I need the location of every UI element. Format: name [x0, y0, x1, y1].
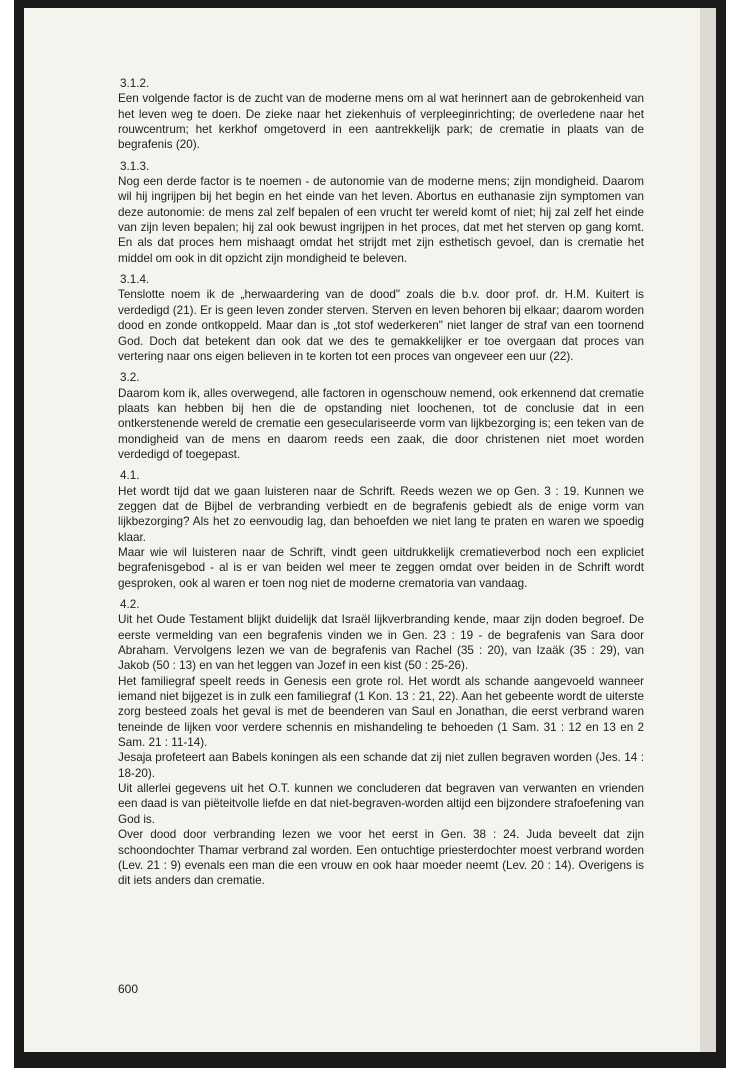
section-heading: 4.2.	[120, 598, 140, 611]
page-edge	[700, 8, 716, 1052]
section-heading: 3.2.	[120, 371, 140, 385]
section-3-1-4	[118, 272, 644, 364]
section-heading: 3.1.3.	[120, 159, 150, 173]
section-heading: 3.1.4.	[120, 273, 150, 287]
body-text	[118, 76, 644, 889]
paragraph: Over dood door verbranding lezen we voor het eerst in Gen. 38 : 24. Juda beveelt dat zijn schoondochter Thamar verbrand zal worden. Een ontuchtige priesterdochter moest verbrand worden (Lev. 21 : 9) evenals een man die een vrouw en ook haar moeder neemt (Lev. 20 : 14). Overigens is dit iets anders dan crematie.	[118, 828, 644, 888]
paragraph: Uit het Oude Testament blijkt duidelijk dat Israël lijkverbranding kende, maar zijn doden begroef. De eerste vermelding van een begrafenis vinden we in Gen. 23 : 19 - de begrafenis van Sara door Abraham. Vervolgens lezen we van de begrafenis van Rachel (35 : 20), van Izaäk (35 : 29), van Jakob (50 : 13) en van het leggen van Jozef in een kist (50 : 25-26).	[118, 613, 644, 673]
paragraph: Daarom kom ik, alles overwegend, alle factoren in ogenschouw nemend, ook erkennend dat crematie plaats kan hebben bij hen die de opstanding niet loochenen, tot de conclusie dat in een ontkerstenende wereld de crematie een geseculariseerde vorm van lijkbezorging is; een teken van de mondigheid van de mens en daarom reeds een zaak, die door christenen niet moet worden verdedigd of toegepast.	[118, 386, 644, 461]
paragraph: Het familiegraf speelt reeds in Genesis een grote rol. Het wordt als schande aangevoeld wanneer iemand niet bijgezet is in zulk een familiegraf (1 Kon. 13 : 21, 22). Aan het gebeente wordt de uiterste zorg besteed zoals het geval is met de beenderen van Saul en Jonathan, die eerst verbrand waren teneinde de lijken voor verdere schennis en mishandeling te behoeden (1 Sam. 31 : 12 en 13 en 2 Sam. 21 : 11-14).	[118, 674, 644, 750]
paragraph: Tenslotte noem ik de „herwaardering van de dood" zoals die b.v. door prof. dr. H.M. Kuitert is verdedigd (21). Er is geen leven zonder sterven. Sterven en leven behoren bij elkaar; daarom worden dood en zonde ontkoppeld. Maar dan is „tot stof wederkeren" niet langer de straf van een toornend God. Doch dat betekent dan ook dat we des te gemakkelijker er toe overgaan dat proces van vertering naar ons eigen believen in te korten tot een proces van ongeveer een uur (22).	[118, 288, 644, 363]
paragraph: Nog een derde factor is te noemen - de autonomie van de moderne mens; zijn mondigheid. Daarom wil hij ingrijpen bij het begin en het einde van het leven. Abortus en euthanasie zijn symptomen van deze autonomie: de mens zal zelf bepalen of een vrucht ter wereld komt of niet; hij zal zelf het einde van zijn leven bepalen; hij zal ook bewust ingrijpen in het proces, dat met het sterven op gang komt. En als dat proces hem mishaagt omdat het strijdt met zijn esthetisch gevoel, dan is crematie het middel om ook in dit opzicht zijn mondigheid te beleven.	[118, 175, 644, 265]
paragraph: Maar wie wil luisteren naar de Schrift, vindt geen uitdrukkelijk crematieverbod noch een expliciet begrafenisgebod - al is er van beiden wel meer te zeggen omdat over beiden in de Schrift wordt gesproken, ook al waren er toen nog niet de moderne crematoria van vandaag.	[118, 545, 644, 590]
section-3-1-2	[118, 76, 644, 153]
paragraph: Uit allerlei gegevens uit het O.T. kunnen we concluderen dat begraven van verwanten en vrienden een daad is van piëteitvolle liefde en dat niet-begraven-worden altijd een bijzondere strafoefening van God is.	[118, 782, 644, 826]
section-4-1	[118, 468, 644, 591]
section-heading: 4.1.	[120, 469, 140, 483]
paragraph: Het wordt tijd dat we gaan luisteren naar de Schrift. Reeds wezen we op Gen. 3 : 19. Kunnen we zeggen dat de Bijbel de verbranding verbiedt en de begrafenis gebiedt als de enige vorm van lijkbezorging? Als het zo eenvoudig lag, dan behoefden we niet lang te praten en waren we spoedig klaar.	[118, 484, 644, 544]
page-number: 600	[118, 982, 139, 996]
section-heading: 3.1.2.	[120, 77, 150, 90]
section-3-2	[118, 370, 644, 462]
paragraph: Jesaja profeteert aan Babels koningen als een schande dat zij niet zullen begraven worden (Jes. 14 : 18-20).	[118, 751, 644, 780]
paragraph: Een volgende factor is de zucht van de moderne mens om al wat herinnert aan de gebrokenheid van het leven weg te doen. De zieke naar het ziekenhuis of verpleeginrichting; de overledene naar het rouwcentrum; het kerkhof omgetoverd in een aantrekkelijk park; de crematie in plaats van de begrafenis (20).	[118, 92, 644, 152]
section-3-1-3	[118, 159, 644, 266]
section-4-2	[118, 597, 644, 889]
